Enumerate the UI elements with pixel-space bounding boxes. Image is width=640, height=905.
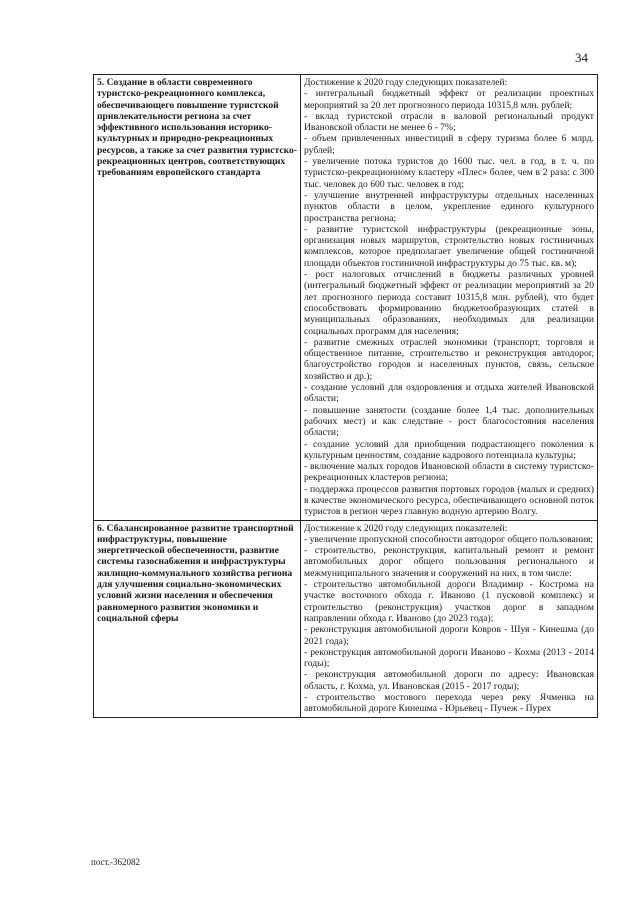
list-item: - создание условий для оздоровления и отдыха жителей Ивановской области; xyxy=(304,382,594,405)
goal-text: 6. Сбалансированное развитие транспортной инфраструктуры, повышение энергетической обеспеченности, развитие системы газоснабжения и инфраструктуры жилищно-коммунального хозяйства региона для улучшения социально-экономических условий жизни населения и обеспечения равномерного развития экономики и социальной сферы xyxy=(97,522,294,624)
goal-cell xyxy=(94,520,301,717)
footer-code: пост.-362082 xyxy=(91,857,141,867)
achievements-intro: Достижение к 2020 году следующих показателей: xyxy=(304,522,508,534)
achievements-cell xyxy=(301,520,598,717)
list-item: - интегральный бюджетный эффект от реализации проектных мероприятий за 20 лет прогнозного периода 10315,8 млн. рублей; xyxy=(304,88,594,111)
list-item: - развитие туристской инфраструктуры (рекреационные зоны, организация новых маршрутов, строительство новых гостиничных комплексов, которое предполагает увеличение общей гостиничной площади объектов гостиничной инфраструктуры до 75 тыс. кв. м); xyxy=(304,223,594,269)
list-item: - развитие смежных отраслей экономики (транспорт, торговля и общественное питание, строительство и реконструкция автодорог, благоустройство городов и населенных пунктов, связь, сельское хозяйство и др.); xyxy=(304,336,594,382)
list-item: - поддержка процессов развития портовых городов (малых и средних) в качестве экономического ресурса, обеспечивающего основной поток туристов в регион через главную водную артерию Волгу. xyxy=(304,483,594,518)
list-item: - объем привлеченных инвестиций в сферу туризма более 6 млрд. рублей; xyxy=(304,133,594,156)
table-row xyxy=(94,75,598,521)
list-item: - строительство мостового перехода через реку Ячменка на автомобильной дороге Кинешма - Юрьевец - Пучеж - Пурех xyxy=(304,692,594,715)
list-item: - вклад туристской отрасли в валовой региональный продукт Ивановской области не менее 6 - 7%; xyxy=(304,110,594,134)
page-number: 34 xyxy=(575,50,588,65)
list-item: - включение малых городов Ивановской области в систему туристско-рекреационных кластеров региона; xyxy=(304,461,594,484)
list-item: - реконструкция автомобильной дороги Иваново - Кохма (2013 - 2014 годы); xyxy=(304,646,594,670)
goal-cell xyxy=(94,75,301,521)
list-item: - повышение занятости (создание более 1,4 тыс. дополнительных рабочих мест) и как следствие - рост благосостояния населения области; xyxy=(304,404,594,439)
table-row xyxy=(94,520,598,717)
list-item: - реконструкция автомобильной дороги Ковров - Шуя - Кинешма (до 2021 года); xyxy=(304,624,594,647)
list-item: - создание условий для приобщения подрастающего поколения к культурным ценностям, создание кадрового потенциала культуры; xyxy=(304,438,594,461)
list-item: - улучшение внутренней инфраструктуры отдельных населенных пунктов области в целом, укрепление единого культурного пространства региона; xyxy=(304,189,594,224)
list-item: - строительство автомобильной дороги Владимир - Кострома на участке восточного обхода г. Иваново (1 пусковой комплекс) и строительство (реконструкция) участков дорог в западном направлении обхода г. Иваново (до 2023 года); xyxy=(304,579,594,624)
list-item: - рост налоговых отчислений в бюджеты различных уровней (интегральный бюджетный эффект от реализации мероприятий за 20 лет прогнозного периода составит 10315,8 млн. рублей), что будет способствовать формированию бюджетообразующих статей в муниципальных образованиях, необходимых для реализации социальных программ для населения; xyxy=(304,269,594,337)
goal-text: 5. Создание в области современного туристско-рекреационного комплекса, обеспечивающего повышение туристской привлекательности региона за счет эффективного использования историко-культурных и природно-рекреационных ресурсов, а также за счет развития туристско-рекреационных центров, соответствующих требованиям европейского стандарта xyxy=(97,77,298,179)
achievements-intro: Достижение к 2020 году следующих показателей: xyxy=(304,77,508,88)
achievements-cell xyxy=(301,75,598,521)
goals-table xyxy=(93,74,598,718)
list-item: - реконструкция автомобильной дороги по адресу: Ивановская область, г. Кохма, ул. Ивановская (2015 - 2017 годы); xyxy=(304,669,594,692)
list-item: - строительство, реконструкция, капитальный ремонт и ремонт автомобильных дорог общего пользования регионального и межмуниципального значения и сооружений на них, в том числе: xyxy=(304,545,594,579)
list-item: - увеличение потока туристов до 1600 тыс. чел. в год, в т. ч. по туристско-рекреационному кластеру «Плес» более, чем в 2 раза: с 300 тыс. человек до 600 тыс. человек в год; xyxy=(304,156,594,190)
list-item: - увеличение пропускной способности автодорог общего пользования; xyxy=(304,533,594,545)
